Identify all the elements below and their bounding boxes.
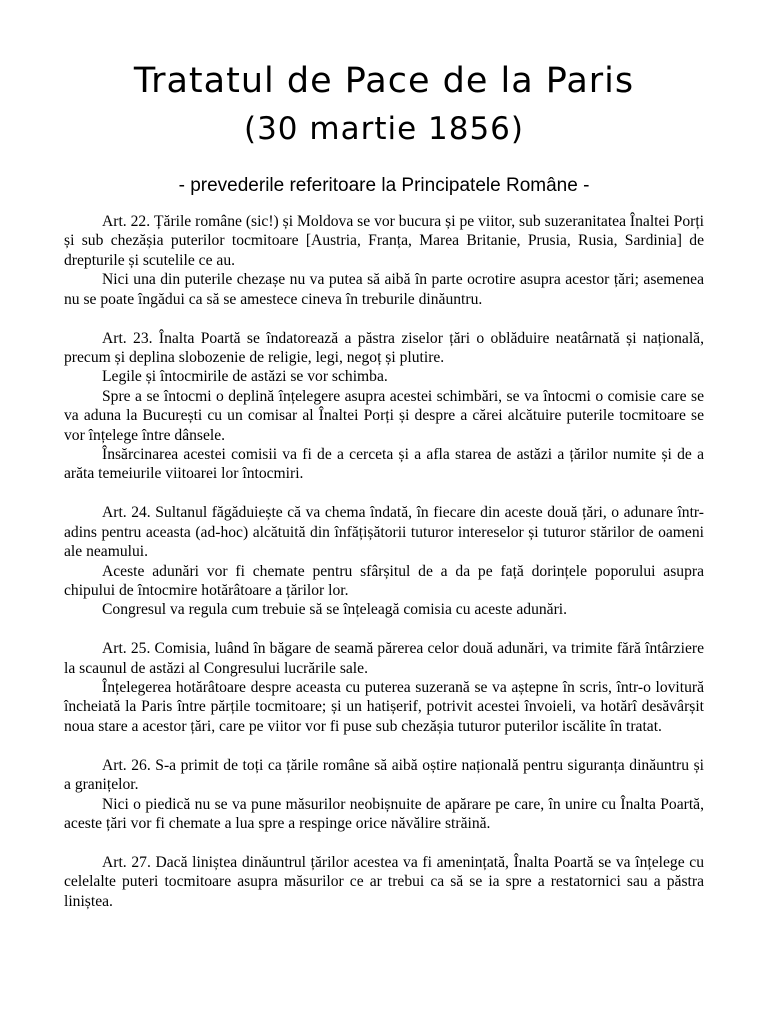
article-paragraph: Însărcinarea acestei comisii va fi de a cerceta și a afla starea de astăzi a țărilor numite și de a arăta temeiurile viitoarei lor întocmiri. (64, 445, 704, 483)
article-paragraph: Congresul va regula cum trebuie să se înțeleagă comisia cu aceste adunări. (102, 601, 568, 619)
article-23 (64, 329, 704, 484)
article-paragraph: Înțelegerea hotărâtoare despre aceasta cu puterea suzerană se va aștерne în scris, într-o lovitură încheiată la Paris între părțile tocmitoare; și un hatișerif, potrivit acestei învoieli, va hotărî desăvârșit noua stare a acestor țări, care pe viitor vor fi puse sub chezășia tuturor puterilor iscălite în tratat. (64, 679, 704, 735)
article-paragraph: Art. 23. Înalta Poartă se îndatorează a păstra ziselor țări o oblăduire neatârnată și națională, precum și deplina slobozenie de religie, legi, negoț și plutire. (64, 329, 704, 366)
article-paragraph: Nici o piedică nu se va pune măsurilor neobișnuite de apărare pe care, în unire cu Înalta Poartă, aceste țări vor fi chemate a lua spre a respinge orice năvălire străină. (64, 795, 704, 832)
article-paragraph: Art. 22. Țările române (sic!) și Moldova se vor bucura și pe viitor, sub suzeranitatea Înaltei Porți și sub chezășia puterilor tocmitoare [Austria, Franța, Marea Britanie, Prusia, Rusia, Sardinia] de drepturile și scutelile ce au. (64, 213, 704, 269)
document-subtitle: - prevederile referitoare la Principatele Române - (178, 175, 590, 196)
article-paragraph: Art. 26. S-a primit de toți ca țările române să aibă oștire națională pentru siguranța dinăuntru și a granițelor. (64, 756, 704, 794)
article-paragraph: Art. 27. Dacă liniștea dinăuntrul țărilor acestea va fi amenințată, Înalta Poartă se va înțelege cu celelalte puteri tocmitoare asupra măsurilor ce ar trebui ca să se ia spre a restatornici sau a păstra liniștea. (64, 853, 704, 910)
article-paragraph: Nici una din puterile chezașe nu va putea să aibă în parte ocrotire asupra acestor țări; asemenea nu se poate îngădui ca să se amestece cineva în treburile dinăuntru. (64, 271, 704, 308)
article-24 (64, 503, 704, 619)
article-25 (64, 639, 704, 736)
document-body (64, 212, 704, 931)
article-22 (64, 212, 704, 309)
article-26 (64, 756, 704, 834)
document-date: (30 martie 1856) (243, 111, 524, 147)
article-paragraph: Legile și întocmirile de astăzi se vor schimba. (102, 368, 388, 386)
article-paragraph: Aceste adunări vor fi chemate pentru sfârșitul de a da pe față dorințele poporului asupra chipului de întocmire hotărâtoare a țărilor lor. (64, 562, 704, 599)
article-paragraph: Art. 24. Sultanul făgăduiește că va chema îndată, în fiecare din aceste două țări, o adunare într-adins pentru aceasta (ad-hoc) alcătuită din înfățișătorii tuturor intereselor și tuturor stărilor de oameni ale neamului. (64, 504, 704, 561)
article-paragraph: Spre a se întocmi o deplină înțelegere asupra acestei schimbări, se va întocmi o comisie care se va aduna la București cu un comisar al Înaltei Porți și despre a cărei alcătuire puterile tocmitoare se vor înțelege între dânsele. (64, 387, 704, 444)
article-27 (64, 853, 704, 911)
article-paragraph: Art. 25. Comisia, luând în băgare de seamă părerea celor două adunări, va trimite fără întârziere la scaunul de astăzi al Congresului lucrările sale. (64, 640, 704, 677)
document-title: Tratatul de Pace de la Paris (133, 61, 635, 101)
